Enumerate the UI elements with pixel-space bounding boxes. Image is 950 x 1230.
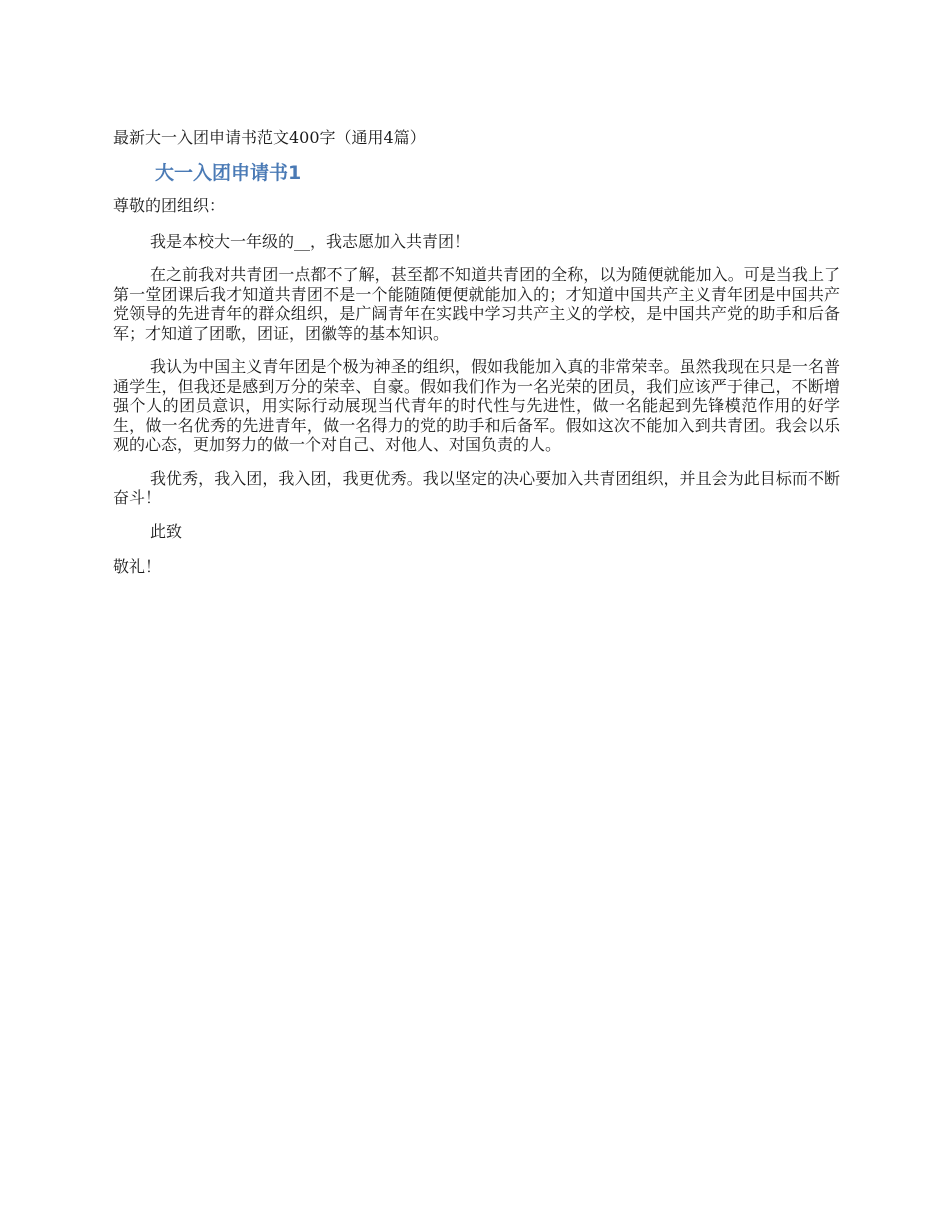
- document-page: [113, 126, 840, 591]
- paragraph-intro: 我是本校大一年级的__，我志愿加入共青团！: [150, 231, 471, 251]
- closing: 此致: [150, 521, 183, 541]
- paragraph-commitment: 我认为中国主义青年团是个极为神圣的组织，假如我能加入真的非常荣幸。虽然我现在只是一名普通学生，但我还是感到万分的荣幸、自豪。假如我们作为一名光荣的团员，我们应该严于律己，不断增强个人的团员意识，用实际行动展现当代青年的时代性与先进性，做一名能起到先锋模范作用的好学生，做一名优秀的先进青年，做一名得力的党的助手和后备军。假如这次不能加入到共青团。我会以乐观的心态，更加努力的做一个对自己、对他人、对国负责的人。: [113, 357, 840, 454]
- salutation: 尊敬的团组织：: [113, 196, 226, 215]
- regards: 敬礼！: [113, 557, 162, 576]
- document-title: 最新大一入团申请书范文400字（通用4篇）: [113, 128, 426, 147]
- paragraph-resolve: 我优秀，我入团，我入团，我更优秀。我以坚定的决心要加入共青团组织，并且会为此目标而不断奋斗！: [113, 468, 840, 507]
- paragraph-understanding: 在之前我对共青团一点都不了解，甚至都不知道共青团的全称，以为随便就能加入。可是当我上了第一堂团课后我才知道共青团不是一个能随随便便就能加入的；才知道中国共产主义青年团是中国共产党领导的先进青年的群众组织，是广阔青年在实践中学习共产主义的学校，是中国共产党的助手和后备军；才知道了团歌，团证，团徽等的基本知识。: [113, 265, 840, 343]
- section-heading: 大一入团申请书1: [155, 162, 302, 184]
